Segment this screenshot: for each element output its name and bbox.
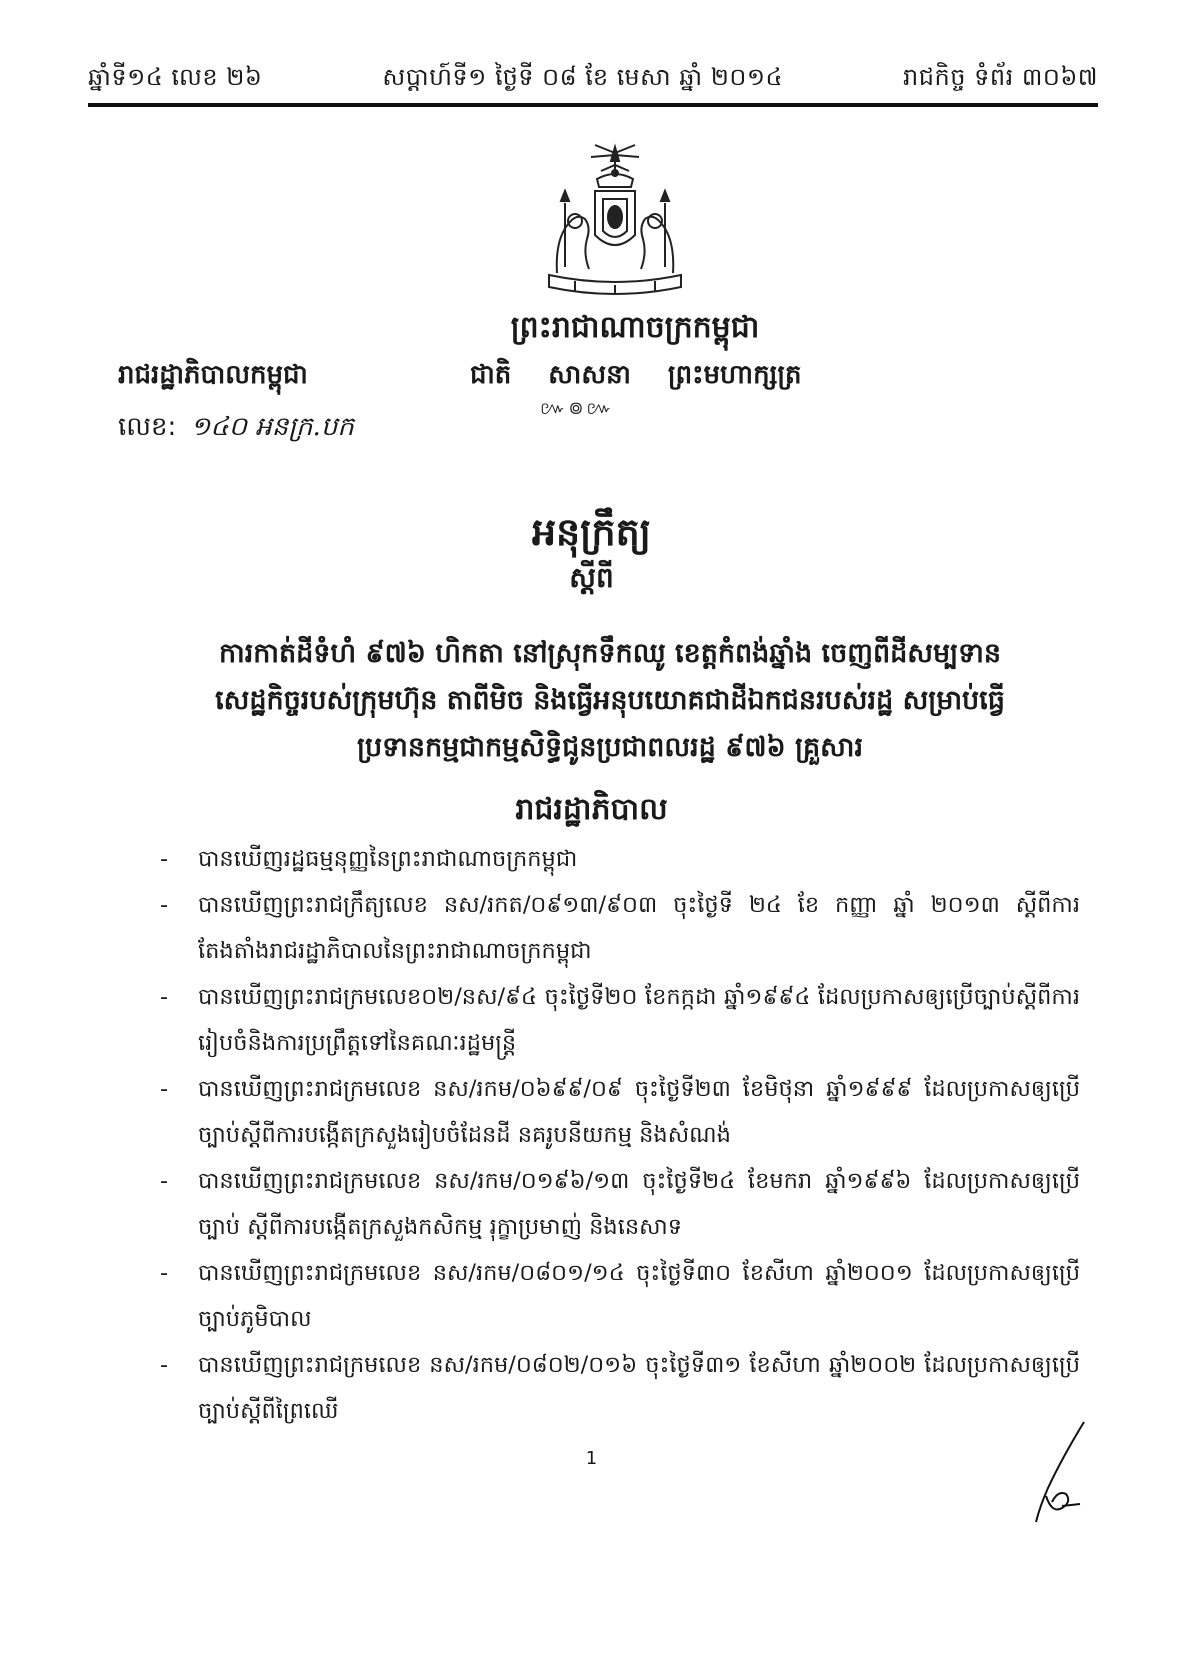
document-subtitle: ស្ដីពី <box>569 561 614 594</box>
kingdom-name: ព្រះរាជាណាចក្រកម្ពុជា <box>510 310 760 345</box>
document-number-value: ១៤០ អនក្រ.បក <box>190 412 354 442</box>
gazette-header <box>88 62 1098 97</box>
subject-line: ការកាត់ដីទំហំ ៩៧៦ ហិកតា នៅស្រុកទឹកឈូ ខេត្តកំពង់ឆ្នាំង ចេញពីដីសម្បទាន <box>219 638 1001 669</box>
signature-initial-icon <box>1022 1418 1092 1528</box>
document-title: អនុក្រឹត្យ <box>531 510 652 554</box>
preamble-item: - បានឃើញព្រះរាជក្រមលេខ នស/រកម/០៨០១/១៤ ចុះថ្ងៃទី៣០ ខែសីហា ឆ្នាំ២០០១ ដែលប្រកាសឲ្យប្រើច្បាប់ភូមិបាល <box>160 1260 1080 1332</box>
gazette-page: រាជកិច្ច ទំព័រ ៣០៦៧ <box>903 63 1098 91</box>
preamble-item: - បានឃើញរដ្ឋធម្មនុញ្ញនៃព្រះរាជាណាចក្រកម្ពុជា <box>160 846 578 872</box>
gazette-issue: ឆ្នាំទី១៤ លេខ ២៦ <box>88 63 263 91</box>
preamble-item: - បានឃើញព្រះរាជក្រមលេខ នស/រកម/០៦៩៩/០៩ ចុះថ្ងៃទី២៣ ខែមិថុនា ឆ្នាំ១៩៩៩ ដែលប្រកាសឲ្យប្រើច្បាប់ស្ដីពីការបង្កើតក្រសួងរៀបចំដែនដី នគរូបនីយកម្ម និងសំណង់ <box>160 1076 1080 1148</box>
ornament-divider: ៚៙៚ <box>540 398 615 419</box>
preamble-item: - បានឃើញព្រះរាជក្រមលេខ នស/រកម/០៨០២/០១៦ ចុះថ្ងៃទី៣១ ខែសីហា ឆ្នាំ២០០២ ដែលប្រកាសឲ្យប្រើច្បាប់ស្ដីពីព្រៃឈើ <box>160 1352 1080 1424</box>
header-divider <box>88 103 1098 107</box>
national-motto: ជាតិ សាសនា ព្រះមហាក្សត្រ <box>470 360 802 390</box>
document-subject <box>150 630 1070 771</box>
document-number-label: លេខ: <box>118 412 177 442</box>
royal-coat-of-arms-icon <box>535 143 695 303</box>
gazette-date: សប្ដាហ៍ទី១ ថ្ងៃទី ០៨ ខែ មេសា ឆ្នាំ ២០១៤ <box>382 63 784 91</box>
document-number <box>118 410 354 448</box>
preamble-item: - បានឃើញព្រះរាជក្រមលេខ០២/នស/៩៤ ចុះថ្ងៃទី២០ ខែកក្កដា ឆ្នាំ១៩៩៤ ដែលប្រកាសឲ្យប្រើច្បាប់ស្ដីពីការរៀបចំនិងការប្រព្រឹត្តទៅនៃគណៈរដ្ឋមន្ត្រី <box>160 984 1080 1056</box>
subject-line: ប្រទានកម្មជាកម្មសិទ្ធិជូនប្រជាពលរដ្ឋ ៩៧៦ គ្រួសារ <box>356 732 864 763</box>
page-number: 1 <box>585 1448 598 1469</box>
government-name: រាជរដ្ឋាភិបាលកម្ពុជា <box>118 360 308 390</box>
subject-line: សេដ្ឋកិច្ចរបស់ក្រុមហ៊ុន តាពីមិច និងធ្វើអនុបយោគជាដីឯកជនរបស់រដ្ឋ សម្រាប់ធ្វើ <box>215 685 1005 716</box>
preamble-list <box>160 836 1080 1434</box>
preamble-item: - បានឃើញព្រះរាជក្រមលេខ នស/រកម/០១៩៦/១៣ ចុះថ្ងៃទី២៤ ខែមករា ឆ្នាំ១៩៩៦ ដែលប្រកាសឲ្យប្រើច្បាប់ ស្ដីពីការបង្កើតក្រសួងកសិកម្ម រុក្ខាប្រមាញ់ និងនេសាទ <box>160 1168 1080 1240</box>
preamble-item: - បានឃើញព្រះរាជក្រឹត្យលេខ នស/រកត/០៩១៣/៩០៣ ចុះថ្ងៃទី ២៤ ខែ កញ្ញា ឆ្នាំ ២០១៣ ស្ដីពីការតែងតាំងរាជរដ្ឋាភិបាលនៃព្រះរាជាណាចក្រកម្ពុជា <box>160 892 1080 964</box>
section-heading: រាជរដ្ឋាភិបាល <box>515 792 668 827</box>
